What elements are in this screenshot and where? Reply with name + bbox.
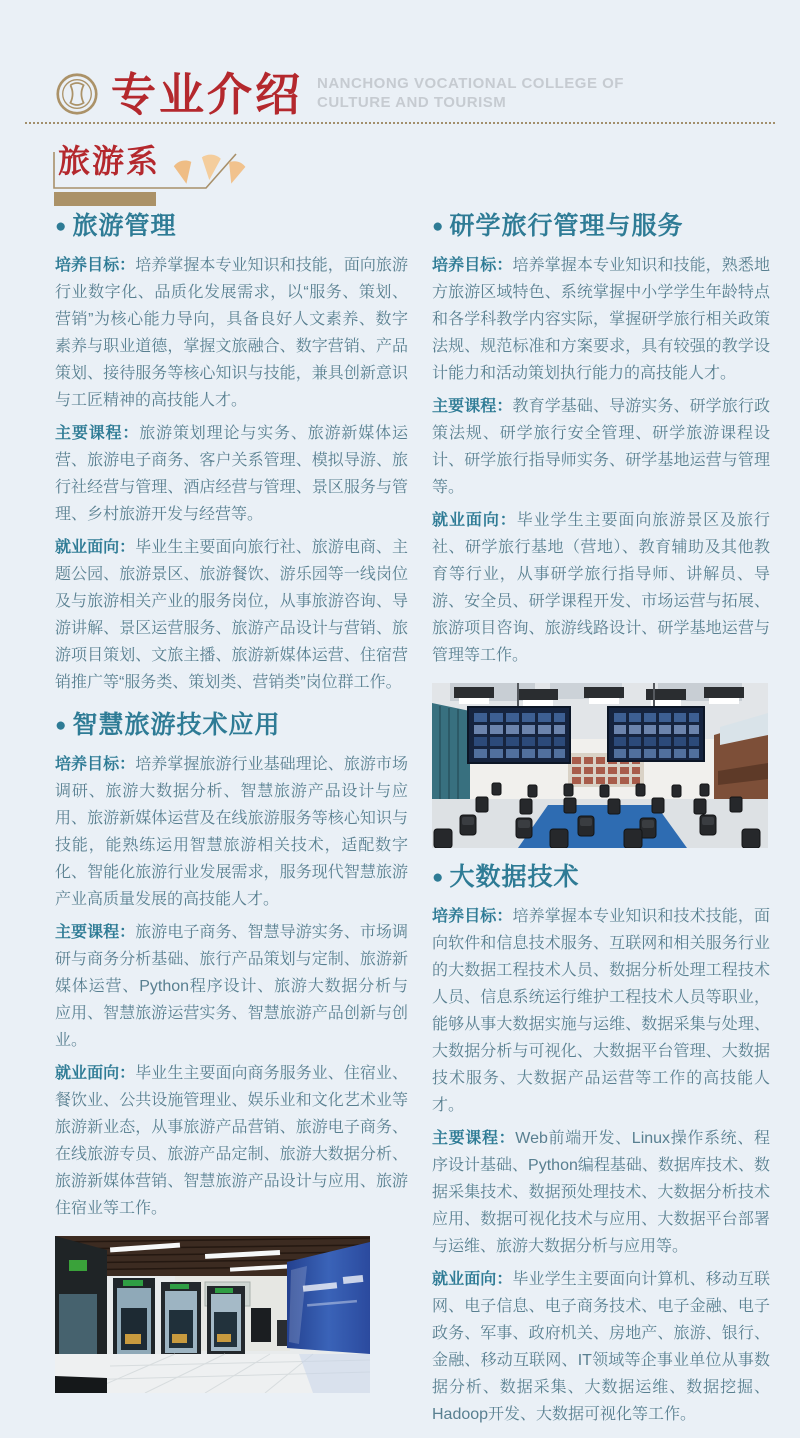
section-smart-tourism (55, 710, 408, 1222)
section-big-data (432, 862, 770, 1428)
goal-label: 培养目标： (432, 908, 513, 925)
jobs-label: 就业面向： (432, 512, 517, 529)
courses-paragraph: 主要课程：教育学基础、导游实务、研学旅行政策法规、研学旅行安全管理、研学旅游课程设计、研学旅行指导师实务、研学基地运营与管理等。 (432, 398, 770, 496)
bullet-icon: ● (432, 216, 445, 237)
college-name-en-line1: NANCHONG VOCATIONAL COLLEGE OF (317, 75, 624, 93)
section-title-tourism-management: ● 旅游管理 (55, 212, 177, 240)
courses-paragraph: 主要课程：旅游电子商务、智慧导游实务、市场调研与商务分析基础、旅行产品策划与定制、旅游新媒体运营、Python程序设计、旅游大数据分析与应用、智慧旅游运营实务、智慧旅游产品创新与创业。 (55, 924, 408, 1049)
page-header (55, 66, 624, 122)
college-name-en-line2: CULTURE AND TOURISM (317, 94, 507, 111)
section-title-big-data: ● 大数据技术 (432, 863, 580, 891)
bullet-icon: ● (55, 216, 68, 237)
college-name-en (317, 75, 624, 113)
goal-label: 培养目标： (432, 257, 513, 274)
section-tourism-management (55, 211, 408, 696)
jobs-label: 就业面向： (55, 539, 136, 556)
photo-studio-classroom (432, 683, 770, 848)
goal-paragraph: 培养目标：培养掌握旅游行业基础理论、旅游市场调研、旅游大数据分析、智慧旅游产品设计与应用、旅游新媒体运营及在线旅游服务等核心知识与技能，能熟练运用智慧旅游相关技术，适配数字化、智能化旅游行业发展需求，服务现代智慧旅游产业高质量发展的高技能人才。 (55, 756, 408, 908)
left-column (55, 211, 408, 1403)
bullet-icon: ● (55, 715, 68, 736)
courses-label: 主要课程： (432, 1130, 516, 1147)
dotted-divider (25, 122, 775, 124)
department-title: 旅游系 (58, 143, 161, 179)
courses-paragraph: 主要课程：Web前端开发、Linux操作系统、程序设计基础、Python编程基础、数据库技术、数据采集技术、数据预处理技术、大数据分析技术应用、数据可视化技术与应用、大数据平台部署与运维、旅游大数据分析与应用等。 (432, 1130, 770, 1255)
section-study-travel (432, 211, 770, 669)
goal-paragraph: 培养目标：培养掌握本专业知识和技术技能，面向软件和信息技术服务、互联网和相关服务行业的大数据工程技术人员、数据分析处理工程技术人员、信息系统运行维护工程技术人员等职业，能够从事大数据实施与运维、数据采集与处理、大数据分析与可视化、大数据平台管理、大数据技术服务、大数据产品运营等工作的高技能人才。 (432, 908, 770, 1114)
section-title-study-travel: ● 研学旅行管理与服务 (432, 212, 684, 240)
courses-label: 主要课程： (432, 398, 513, 415)
jobs-paragraph: 就业面向：毕业生主要面向旅行社、旅游电商、主题公园、旅游景区、旅游餐饮、游乐园等一线岗位及与旅游相关产业的服务岗位，从事旅游咨询、导游讲解、景区运营服务、旅游产品设计与营销、旅游项目策划、文旅主播、旅游新媒体运营、住宿营销推广等“服务类、策划类、营销类”岗位群工作。 (55, 539, 408, 691)
college-seal-icon (55, 72, 99, 116)
courses-paragraph: 主要课程：旅游策划理论与实务、旅游新媒体运营、旅游电子商务、客户关系管理、模拟导游、旅行社经营与管理、酒店经营与管理、景区服务与管理、乡村旅游开发与经营等。 (55, 425, 408, 523)
goal-label: 培养目标： (55, 257, 136, 274)
department-banner (46, 138, 306, 216)
jobs-paragraph: 就业面向：毕业学生主要面向计算机、移动互联网、电子信息、电子商务技术、电子金融、电子政务、军事、政府机关、房地产、旅游、银行、金融、移动互联网、IT领域等企事业单位从事数据分析、数据采集、大数据运维、数据挖掘、Hadoop开发、大数据可视化等工作。 (432, 1271, 770, 1423)
goal-paragraph: 培养目标：培养掌握本专业知识和技能，熟悉地方旅游区域特色、系统掌握中小学学生年龄特点和各学科教学内容实际，掌握研学旅行相关政策法规、规范标准和方案要求，具有较强的教学设计能力和活动策划执行能力的高技能人才。 (432, 257, 770, 382)
goal-label: 培养目标： (55, 756, 136, 773)
jobs-paragraph: 就业面向：毕业生主要面向商务服务业、住宿业、餐饮业、公共设施管理业、娱乐业和文化艺术业等旅游新业态，从事旅游产品营销、旅游电子商务、在线旅游专员、旅游产品定制、旅游大数据分析、旅游新媒体营销、智慧旅游产品设计与应用、旅游住宿业等工作。 (55, 1065, 408, 1217)
courses-label: 主要课程： (55, 425, 140, 442)
courses-label: 主要课程： (55, 924, 136, 941)
photo-smart-tourism-lab (55, 1236, 408, 1393)
bullet-icon: ● (432, 867, 445, 888)
section-title-smart-tourism: ● 智慧旅游技术应用 (55, 711, 281, 739)
goal-paragraph: 培养目标：培养掌握本专业知识和技能，面向旅游行业数字化、品质化发展需求，以“服务、策划、营销”为核心能力导向，具备良好人文素养、数字素养与职业道德，掌握文旅融合、数字营销、产品策划、接待服务等核心知识与技能，兼具创新意识与工匠精神的高技能人才。 (55, 257, 408, 409)
ginkgo-leaves-icon (168, 146, 248, 188)
jobs-label: 就业面向： (432, 1271, 513, 1288)
jobs-label: 就业面向： (55, 1065, 136, 1082)
page-title: 专业介绍 (111, 68, 304, 120)
jobs-paragraph: 就业面向：毕业学生主要面向旅游景区及旅行社、研学旅行基地（营地）、教育辅助及其他教育等行业，从事研学旅行指导师、讲解员、导游、安全员、研学课程开发、市场运营与拓展、旅游项目咨询、旅游线路设计、研学基地运营与管理等工作。 (432, 512, 770, 664)
right-column (432, 211, 770, 1434)
